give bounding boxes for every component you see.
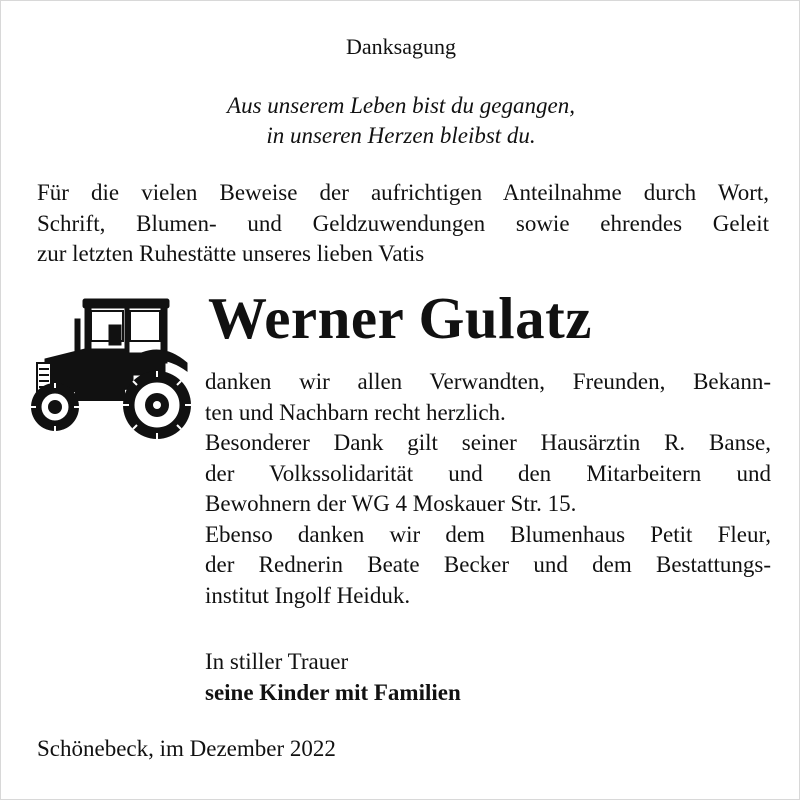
body-line: institut Ingolf Heiduk.	[205, 582, 411, 608]
intro-line: Schrift, Blumen- und Geldzuwendungen sowie ehrendes Geleit	[37, 210, 769, 236]
body-line: Bewohnern der WG 4 Moskauer Str. 15.	[205, 491, 577, 516]
body-line: danken wir allen Verwandten, Freunden, Bekann-	[205, 369, 771, 394]
intro-line: zur letzten Ruhestätte unseres lieben Vatis	[37, 241, 425, 266]
closing-line: In stiller Trauer	[205, 649, 349, 674]
tractor-icon	[25, 297, 191, 445]
closing-block	[205, 647, 461, 708]
body-line: der Rednerin Beate Becker und dem Bestattungs-	[205, 552, 771, 577]
place-date: Schönebeck, im Dezember 2022	[37, 736, 336, 761]
body-line: Besonderer Dank gilt seiner Hausärztin R. Banse,	[205, 430, 771, 455]
deceased-name: Werner Gulatz	[208, 285, 592, 351]
intro-paragraph	[37, 178, 769, 270]
body-line: der Volkssolidarität und den Mitarbeitern und	[205, 460, 771, 486]
verse-line: in unseren Herzen bleibst du.	[266, 123, 536, 148]
verse	[1, 91, 800, 151]
thanks-paragraph	[205, 367, 771, 611]
body-line: ten und Nachbarn recht herzlich.	[205, 399, 506, 425]
intro-line: Für die vielen Beweise der aufrichtigen Anteilnahme durch Wort,	[37, 180, 769, 205]
signature: seine Kinder mit Familien	[205, 679, 461, 705]
heading: Danksagung	[346, 34, 456, 59]
body-line: Ebenso danken wir dem Blumenhaus Petit Fleur,	[205, 521, 771, 547]
verse-line: Aus unserem Leben bist du gegangen,	[227, 93, 575, 118]
